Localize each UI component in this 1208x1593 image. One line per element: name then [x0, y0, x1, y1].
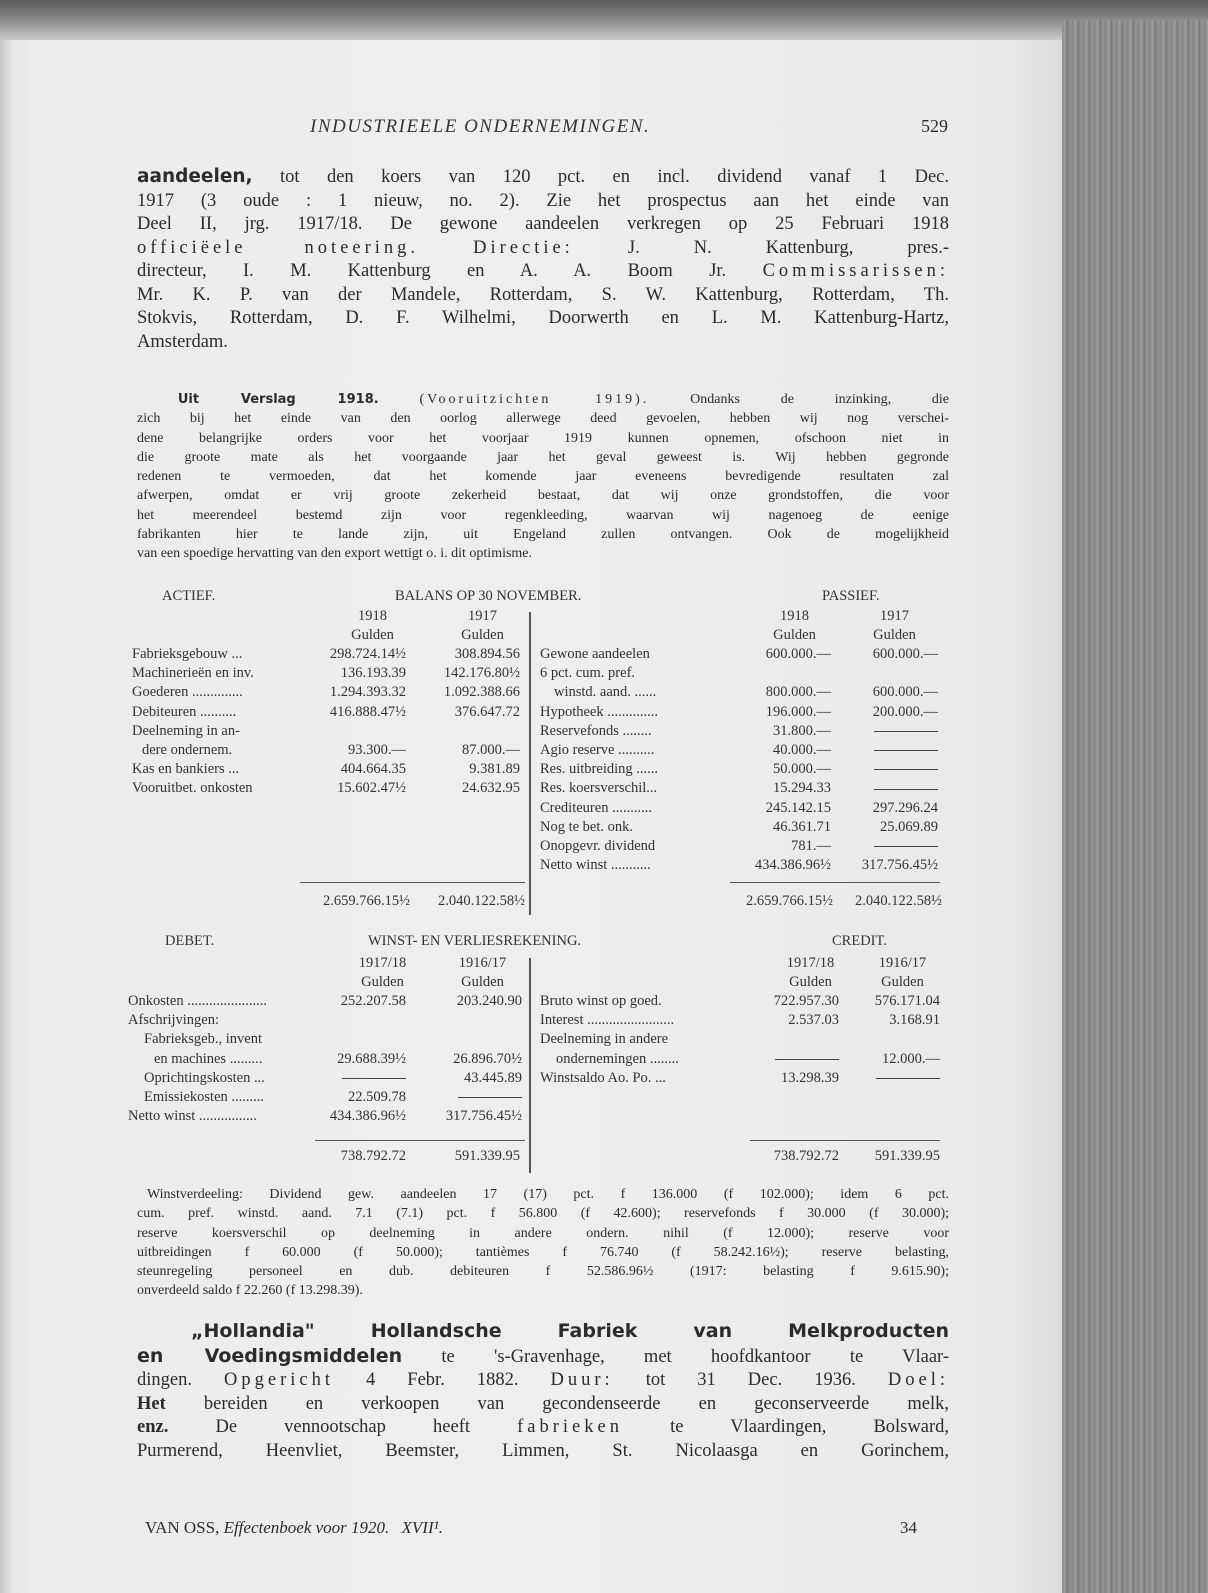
liability-label: Nog te bet. onk. [540, 818, 634, 835]
report-title: Uit Verslag 1918. [177, 392, 379, 407]
report-line: die groote mate als het voorgaande jaar het geval geweest is. Wij hebben gegronde [137, 449, 949, 465]
total-liab-1918: 2.659.766.15½ [746, 893, 833, 909]
credit-1916-17: 576.171.04 [874, 993, 940, 1009]
debit-label: Afschrijvingen: [128, 1012, 220, 1029]
bold-word: Het [137, 1393, 166, 1414]
total-credit-1917-18: 738.792.72 [773, 1148, 839, 1164]
hollandia-line [137, 1369, 949, 1393]
liability-label: Res. koersverschil... [540, 780, 658, 797]
asset-1918: 298.724.14½ [329, 646, 406, 662]
empty-dash [342, 1078, 406, 1079]
page-number: 529 [921, 116, 948, 136]
total-debit-1917-18: 738.792.72 [340, 1148, 406, 1164]
book-page-edges [1062, 20, 1208, 1593]
liability-1918: 600.000.— [765, 646, 831, 662]
profit-distribution [137, 1185, 949, 1301]
winst-line: uitbreidingen f 60.000 (f 50.000); tantièmes f 76.740 (f 58.242.16½); reserve belasting, [137, 1244, 949, 1260]
asset-1917: 308.894.56 [454, 646, 520, 662]
asset-1918: 136.193.39 [340, 665, 406, 682]
liability-1918: 50.000.— [773, 761, 831, 778]
liability-1917 [830, 761, 938, 778]
debit-label: Emissiekosten ......... [144, 1089, 265, 1105]
liability-1918: 46.361.71 [773, 818, 831, 835]
hollandia-line [137, 1320, 949, 1345]
spaced-heading-directie: Directie: [473, 237, 574, 258]
liability-label: Hypotheek .............. [540, 703, 658, 720]
page-gutter [0, 40, 12, 1593]
liability-label: 6 pct. cum. pref. [540, 665, 636, 682]
footer-book-title: Effectenboek voor 1920. [223, 1518, 390, 1537]
hollandia-line [137, 1393, 949, 1417]
total-assets-1918: 2.659.766.15½ [323, 893, 410, 909]
spaced-heading-opgericht: Opgericht [224, 1370, 334, 1390]
credit-row-label: Deelneming in andere [540, 1031, 669, 1048]
empty-dash [458, 1097, 522, 1098]
asset-1917: 376.647.72 [454, 703, 520, 720]
empty-dash [874, 769, 938, 770]
balance-divider [529, 612, 531, 915]
asset-1918: 93.300.— [348, 742, 406, 758]
col-year: 1918 [780, 608, 809, 624]
liability-1918: 245.142.15 [765, 799, 831, 816]
hollandia-entry [137, 1320, 949, 1463]
liability-label: Res. uitbreiding ...... [540, 761, 659, 778]
report-line: afwerpen, omdat er vrij groote zekerheid bestaat, dat wij onze grondstoffen, die voor [137, 488, 949, 504]
winst-line: steunregeling personeel en dub. debiteuren f 52.586.96½ (1917: belasting f 9.615.90); [137, 1264, 949, 1280]
intro-line: Amsterdam. [137, 331, 228, 352]
footer-volume: XVII¹. [401, 1518, 443, 1537]
col-year: 1916/17 [878, 955, 927, 971]
hollandia-line: Purmerend, Heenvliet, Beemster, Limmen, St. Nicolaasga en Gorinchem, [137, 1440, 949, 1461]
credit-row-label: Interest ........................ [540, 1012, 675, 1029]
debit-1917-18 [310, 1070, 406, 1087]
liability-label: Crediteuren ........... [540, 799, 652, 816]
footer-sheet-number: 34 [900, 1518, 917, 1537]
company-name-heading: „Hollandia" Hollandsche Fabriek van Melkproducten [191, 1320, 950, 1342]
total-rule-right [730, 882, 940, 883]
intro-line [137, 260, 949, 284]
intro-text: tot den koers van 120 pct. en incl. dividend vanaf 1 Dec. [252, 167, 949, 187]
intro-text: J. N. Kattenburg, pres.- [573, 237, 949, 258]
report-line: dene belangrijke orders voor het voorjaar 1919 kunnen opnemen, ofschoon niet in [137, 430, 949, 446]
winst-line: cum. pref. winstd. aand. 7.1 (7.1) pct. f 56.800 (f 42.600); reservefonds f 30.000 (f 30.000); [137, 1206, 949, 1222]
company-name-heading-cont: en Voedingsmiddelen [137, 1344, 403, 1367]
debit-1916-17 [410, 1089, 522, 1106]
liability-1917: 600.000.— [872, 684, 938, 701]
liability-1917 [830, 723, 938, 740]
actief-label: ACTIEF. [162, 588, 216, 604]
asset-1917: 1.092.388.66 [443, 684, 520, 701]
credit-1917-18: 13.298.39 [781, 1069, 839, 1086]
report-line: het meerendeel bestemd zijn voor regenkleeding, waarvan wij nagenoeg de eenige [137, 507, 949, 523]
liability-label: Reservefonds ........ [540, 722, 652, 739]
liability-label: Netto winst ........... [540, 857, 651, 874]
spaced-heading-duur: Duur: [550, 1370, 614, 1390]
total-debit-1916-17: 591.339.95 [454, 1148, 520, 1164]
pnl-total-rule-left [315, 1140, 525, 1141]
liability-1917 [830, 742, 938, 759]
asset-label: Kas en bankiers ... [132, 761, 240, 778]
hollandia-line [137, 1416, 949, 1440]
col-unit: Gulden [773, 627, 816, 643]
debit-label: Fabrieksgeb., invent [144, 1031, 262, 1048]
col-year: 1917 [880, 608, 909, 624]
asset-label: dere ondernem. [142, 742, 233, 758]
debit-1917-18: 22.509.78 [348, 1089, 406, 1105]
liability-1917: 25.069.89 [880, 818, 938, 835]
asset-1917: 24.632.95 [462, 780, 520, 797]
pnl-total-rule-right [750, 1140, 940, 1141]
pnl-divider [529, 958, 531, 1173]
credit-row-label: Bruto winst op goed. [540, 993, 662, 1009]
hollandia-line [137, 1345, 949, 1370]
bold-word: enz. [137, 1417, 169, 1437]
asset-1918: 404.664.35 [340, 761, 406, 778]
hollandia-text: tot 31 Dec. 1936. [613, 1370, 888, 1390]
credit-1917-18 [745, 1051, 839, 1068]
asset-label: Debiteuren .......... [132, 703, 237, 720]
liability-1917: 200.000.— [872, 703, 938, 720]
debit-label: en machines ......... [154, 1050, 263, 1067]
col-unit: Gulden [881, 974, 924, 990]
liability-1918: 15.294.33 [773, 780, 831, 797]
empty-dash [874, 750, 938, 751]
intro-line [137, 237, 949, 261]
credit-1916-17 [845, 1070, 940, 1087]
passief-label: PASSIEF. [822, 588, 880, 604]
liability-1918: 196.000.— [765, 703, 831, 720]
report-line: redenen te vermoeden, dat het komende jaar eveneens bevredigende resultaten zal [137, 469, 949, 485]
asset-1917: 9.381.89 [469, 761, 520, 778]
debet-label: DEBET. [165, 933, 215, 949]
pnl-title: WINST- EN VERLIESREKENING. [368, 933, 582, 949]
col-year: 1917/18 [786, 955, 835, 971]
col-year: 1916/17 [458, 955, 507, 971]
winst-line: reserve koersverschil op deelneming in andere ondern. nihil (f 12.000); reserve voor [137, 1225, 949, 1241]
col-year: 1917/18 [358, 955, 407, 971]
liability-1918: 40.000.— [773, 742, 831, 758]
liability-1917: 317.756.45½ [861, 857, 938, 874]
empty-dash [874, 731, 938, 732]
liability-1918: 781.— [791, 838, 831, 854]
intro-line: Mr. K. P. van der Mandele, Rotterdam, S. W. Kattenburg, Rotterdam, Th. [137, 284, 949, 305]
running-head-title: INDUSTRIEELE ONDERNEMINGEN. [310, 116, 651, 137]
liability-1918: 800.000.— [765, 684, 831, 701]
col-year: 1917 [468, 608, 497, 624]
col-unit: Gulden [789, 974, 832, 990]
hollandia-text: te 's-Gravenhage, met hoofdkantoor te Vlaar- [402, 1346, 949, 1367]
credit-row-label: Winstsaldo Ao. Po. ... [540, 1069, 666, 1086]
liability-label: Agio reserve .......... [540, 742, 655, 758]
total-credit-1916-17: 591.339.95 [874, 1148, 940, 1164]
debit-label: Onkosten ...................... [128, 993, 267, 1009]
total-liab-1917: 2.040.122.58½ [855, 893, 942, 909]
spaced-heading-fabrieken: fabrieken [517, 1417, 623, 1437]
total-rule-left [300, 882, 525, 883]
hollandia-text: bereiden en verkoopen van gecondenseerde en geconserveerde melk, [165, 1393, 949, 1414]
credit-label: CREDIT. [832, 933, 887, 949]
report-line: fabrikanten hier te lande zijn, uit Engeland zullen ontvangen. Ook de mogelijkheid [137, 527, 949, 543]
hollandia-text: te Vlaardingen, Bolsward, [622, 1417, 949, 1437]
liability-1917 [830, 780, 938, 797]
asset-label: Vooruitbet. onkosten [132, 780, 253, 797]
spaced-heading-doel: Doel: [887, 1370, 950, 1390]
asset-1918: 15.602.47½ [337, 780, 406, 797]
hollandia-text: dingen. [137, 1370, 225, 1390]
winst-line: onverdeeld saldo f 22.260 (f 13.298.39). [137, 1283, 363, 1299]
hollandia-text: 4 Febr. 1882. [334, 1370, 551, 1390]
col-unit: Gulden [873, 627, 916, 643]
liability-1918: 434.386.96½ [754, 857, 831, 874]
debit-1916-17: 26.896.70½ [453, 1050, 522, 1067]
credit-1917-18: 722.957.30 [773, 993, 839, 1009]
winst-line: Winstverdeeling: Dividend gew. aandeelen 17 (17) pct. f 136.000 (f 102.000); idem 6 pct. [147, 1187, 949, 1202]
debit-1916-17: 43.445.89 [464, 1069, 522, 1086]
intro-line [137, 165, 949, 190]
debit-1917-18: 252.207.58 [340, 993, 406, 1009]
page-footer [145, 1518, 443, 1538]
liability-1918: 31.800.— [773, 722, 831, 739]
col-unit: Gulden [461, 627, 504, 643]
empty-dash [874, 846, 938, 847]
asset-1917: 87.000.— [462, 742, 520, 758]
asset-label: Deelneming in an- [132, 722, 240, 739]
liability-label: Gewone aandeelen [540, 646, 650, 662]
asset-1918: 416.888.47½ [329, 703, 406, 720]
liability-label: Onopgevr. dividend [540, 838, 656, 854]
debit-label: Oprichtingskosten ... [144, 1069, 265, 1086]
col-unit: Gulden [361, 974, 404, 990]
credit-1916-17: 12.000.— [882, 1050, 940, 1067]
col-unit: Gulden [351, 627, 394, 643]
liability-1917: 297.296.24 [872, 799, 938, 816]
debit-1917-18: 29.688.39½ [337, 1050, 406, 1067]
col-year: 1918 [358, 608, 387, 624]
liability-label: winstd. aand. ...... [554, 684, 657, 701]
empty-dash [874, 789, 938, 790]
debit-1916-17: 203.240.90 [456, 993, 522, 1009]
asset-1918: 1.294.393.32 [329, 684, 406, 701]
footer-publisher: VAN OSS, [145, 1518, 220, 1537]
debit-1916-17: 317.756.45½ [445, 1108, 522, 1125]
debit-label: Netto winst ................ [128, 1108, 257, 1125]
spaced-heading-commissarissen: Commissarissen: [762, 261, 949, 281]
empty-dash [876, 1078, 940, 1079]
credit-1916-17: 3.168.91 [889, 1012, 940, 1029]
report-line [137, 390, 949, 409]
intro-text: directeur, I. M. Kattenburg en A. A. Boom Jr. [137, 261, 763, 281]
intro-line: Deel II, jrg. 1917/18. De gewone aandeelen verkregen op 25 Februari 1918 [137, 214, 949, 234]
report-subtitle: (Vooruitzichten 1919). [419, 392, 650, 407]
liability-1917: 600.000.— [872, 646, 938, 662]
asset-1917: 142.176.80½ [443, 665, 520, 682]
bold-lead-word: aandeelen, [137, 166, 253, 187]
report-line: zich bij het einde van den oorlog allerwege deed gevoelen, hebben wij nog verschei- [137, 411, 949, 427]
intro-line: Stokvis, Rotterdam, D. F. Wilhelmi, Doorwerth en L. M. Kattenburg-Hartz, [137, 308, 949, 328]
intro-line: 1917 (3 oude : 1 nieuw, no. 2). Zie het prospectus aan het einde van [137, 190, 949, 211]
book-top-edge [0, 0, 1208, 42]
asset-label: Goederen .............. [132, 684, 243, 701]
balance-title: BALANS OP 30 NOVEMBER. [395, 588, 582, 604]
report-text: Ondanks de inzinking, die [690, 392, 950, 407]
credit-1917-18: 2.537.03 [788, 1012, 839, 1029]
asset-label: Machinerieën en inv. [132, 665, 254, 682]
annual-report-excerpt [137, 390, 949, 564]
spaced-heading: officiëele noteering. [137, 237, 420, 258]
company-description [137, 165, 949, 354]
liability-1917 [830, 838, 938, 855]
hollandia-text: De vennootschap heeft [168, 1417, 518, 1437]
debit-1917-18: 434.386.96½ [329, 1108, 406, 1125]
empty-dash [775, 1059, 839, 1060]
asset-label: Fabrieksgebouw ... [132, 646, 243, 662]
report-line: van een spoedige hervatting van den export wettigt o. i. dit optimisme. [137, 546, 533, 562]
total-assets-1917: 2.040.122.58½ [438, 893, 525, 909]
col-unit: Gulden [461, 974, 504, 990]
credit-row-label: ondernemingen ........ [556, 1050, 679, 1067]
